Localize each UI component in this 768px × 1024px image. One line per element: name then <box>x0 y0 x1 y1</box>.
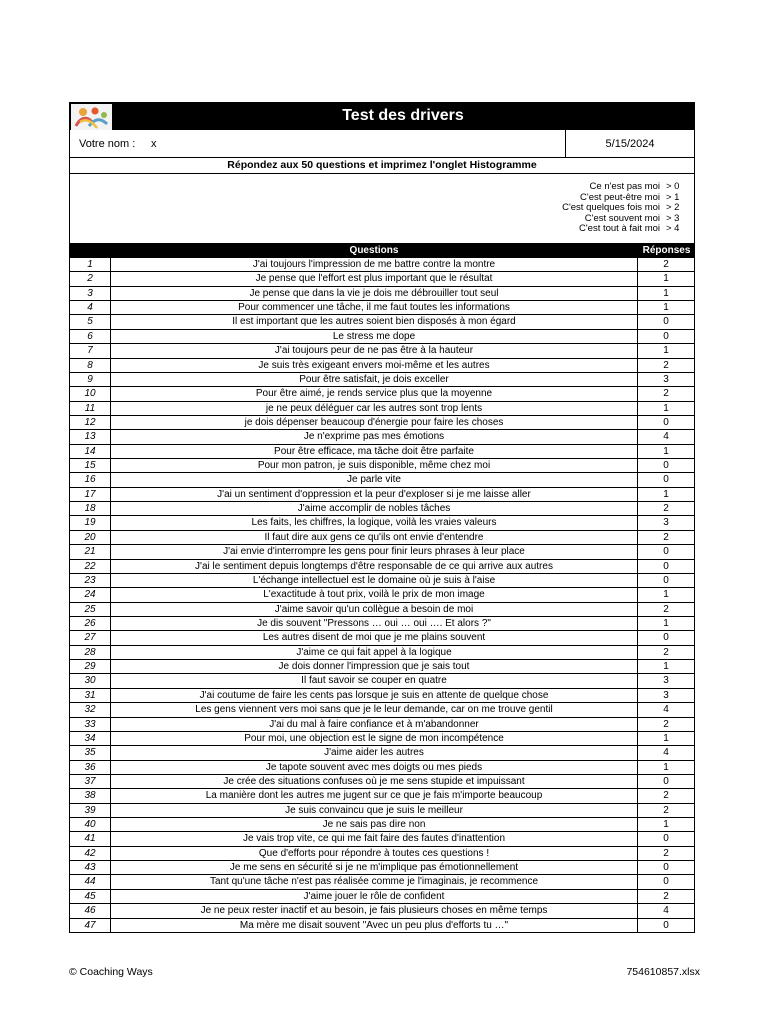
answer-cell[interactable]: 1 <box>663 273 669 285</box>
question-text: Il est important que les autres soient bien disposés à mon égard <box>111 315 638 328</box>
question-number: 42 <box>70 847 111 860</box>
question-number: 7 <box>70 344 111 357</box>
table-row <box>70 603 694 617</box>
answer-cell[interactable]: 2 <box>663 388 669 400</box>
answer-cell[interactable]: 2 <box>663 847 669 859</box>
answer-cell[interactable]: 2 <box>663 259 669 270</box>
answer-cell[interactable]: 0 <box>663 775 669 787</box>
answer-cell[interactable]: 2 <box>663 890 669 902</box>
table-row <box>70 919 694 933</box>
answer-cell[interactable]: 1 <box>663 402 669 414</box>
question-text: J'aime aider les autres <box>111 746 638 759</box>
question-number: 28 <box>70 646 111 659</box>
table-row <box>70 560 694 574</box>
table-row <box>70 890 694 904</box>
question-number: 13 <box>70 430 111 443</box>
question-text: L'échange intellectuel est le domaine où je suis à l'aise <box>111 574 638 587</box>
question-text: Je pense que l'effort est plus important que le résultat <box>111 272 638 285</box>
answer-cell[interactable]: 1 <box>663 445 669 457</box>
answer-cell[interactable]: 1 <box>663 287 669 299</box>
question-text: Je suis convaincu que je suis le meilleur <box>111 804 638 817</box>
scale-score: > 2 <box>666 202 680 214</box>
answer-cell[interactable]: 2 <box>663 804 669 816</box>
question-number: 44 <box>70 875 111 888</box>
header-number <box>69 244 110 258</box>
scale-score: > 1 <box>666 191 680 203</box>
table-row <box>70 459 694 473</box>
table-row <box>70 402 694 416</box>
question-text: Pour être satisfait, je dois exceller <box>111 373 638 386</box>
question-text: J'ai le sentiment depuis longtemps d'être responsable de ce qui arrive aux autres <box>111 560 638 573</box>
answer-cell[interactable]: 1 <box>663 302 669 314</box>
question-number: 47 <box>70 919 111 932</box>
answer-cell[interactable]: 0 <box>663 862 669 874</box>
question-number: 38 <box>70 789 111 802</box>
scale-item <box>562 182 688 193</box>
table-row <box>70 330 694 344</box>
question-text: J'ai toujours l'impression de me battre contre la montre <box>111 258 638 271</box>
header-questions: Questions <box>349 245 399 256</box>
table-row <box>70 646 694 660</box>
question-number: 25 <box>70 603 111 616</box>
question-number: 23 <box>70 574 111 587</box>
table-header <box>69 244 695 258</box>
question-text: Je dois donner l'impression que je sais tout <box>111 660 638 673</box>
question-number: 22 <box>70 560 111 573</box>
question-text: Je vais trop vite, ce qui me fait faire des fautes d'inattention <box>111 832 638 845</box>
table-row <box>70 588 694 602</box>
answer-cell[interactable]: 3 <box>663 517 669 529</box>
questions-table <box>69 258 695 933</box>
question-text: L'exactitude à tout prix, voilà le prix de mon image <box>111 588 638 601</box>
table-row <box>70 315 694 329</box>
table-row <box>70 344 694 358</box>
footer-filename: 754610857.xlsx <box>626 966 700 978</box>
scale-label: C'est peut-être moi <box>580 191 660 203</box>
answer-cell[interactable]: 0 <box>663 919 669 931</box>
answer-cell[interactable]: 4 <box>663 747 669 759</box>
question-text: Je tapote souvent avec mes doigts ou mes pieds <box>111 761 638 774</box>
scale-label: C'est quelques fois moi <box>562 202 660 214</box>
question-number: 18 <box>70 502 111 515</box>
question-number: 26 <box>70 617 111 630</box>
page-title: Test des drivers <box>342 107 464 124</box>
answer-cell[interactable]: 4 <box>663 431 669 443</box>
table-row <box>70 674 694 688</box>
question-number: 36 <box>70 761 111 774</box>
question-number: 37 <box>70 775 111 788</box>
table-row <box>70 272 694 286</box>
table-row <box>70 387 694 401</box>
question-text: J'ai coutume de faire les cents pas lorsque je suis en attente de quelque chose <box>111 689 638 702</box>
question-number: 12 <box>70 416 111 429</box>
answer-cell[interactable]: 0 <box>663 546 669 558</box>
table-row <box>70 631 694 645</box>
scale-score: > 0 <box>666 181 680 192</box>
answer-cell[interactable]: 0 <box>663 416 669 428</box>
question-number: 2 <box>70 272 111 285</box>
question-number: 1 <box>70 258 111 271</box>
question-text: Pour commencer une tâche, il me faut toutes les informations <box>111 301 638 314</box>
answer-cell[interactable]: 2 <box>663 718 669 730</box>
table-row <box>70 660 694 674</box>
question-number: 45 <box>70 890 111 903</box>
answer-cell[interactable]: 2 <box>663 531 669 543</box>
table-row <box>70 258 694 272</box>
answer-cell[interactable]: 2 <box>663 503 669 515</box>
question-number: 9 <box>70 373 111 386</box>
question-number: 30 <box>70 674 111 687</box>
question-text: J'ai un sentiment d'oppression et la peur d'exploser si je me laisse aller <box>111 488 638 501</box>
question-text: J'aime savoir qu'un collègue a besoin de moi <box>111 603 638 616</box>
question-number: 16 <box>70 473 111 486</box>
table-row <box>70 804 694 818</box>
answer-cell[interactable]: 0 <box>663 833 669 845</box>
instruction-text: Répondez aux 50 questions et imprimez l'onglet Histogramme <box>69 158 695 174</box>
answer-cell[interactable]: 0 <box>663 574 669 586</box>
scale-label: Ce n'est pas moi <box>589 181 660 192</box>
question-text: Ma mère me disait souvent "Avec un peu plus d'efforts tu …" <box>111 919 638 932</box>
question-number: 40 <box>70 818 111 831</box>
answer-cell[interactable]: 2 <box>663 646 669 658</box>
table-row <box>70 761 694 775</box>
question-number: 35 <box>70 746 111 759</box>
question-number: 39 <box>70 804 111 817</box>
question-text: La manière dont les autres me jugent sur ce que je fais m'importe beaucoup <box>111 789 638 802</box>
answer-cell[interactable]: 0 <box>663 876 669 888</box>
answer-cell[interactable]: 1 <box>663 345 669 357</box>
question-text: Je pense que dans la vie je dois me débrouiller tout seul <box>111 287 638 300</box>
table-row <box>70 502 694 516</box>
question-text: je dois dépenser beaucoup d'énergie pour faire les choses <box>111 416 638 429</box>
question-number: 4 <box>70 301 111 314</box>
answer-cell[interactable]: 4 <box>663 704 669 716</box>
question-text: Tant qu'une tâche n'est pas réalisée comme je l'imaginais, je recommence <box>111 875 638 888</box>
table-row <box>70 746 694 760</box>
table-row <box>70 732 694 746</box>
table-row <box>70 818 694 832</box>
question-number: 31 <box>70 689 111 702</box>
question-number: 8 <box>70 359 111 372</box>
question-text: Les autres disent de moi que je me plains souvent <box>111 631 638 644</box>
table-row <box>70 574 694 588</box>
question-text: Je parle vite <box>111 473 638 486</box>
answer-cell[interactable]: 3 <box>663 675 669 687</box>
question-text: J'ai du mal à faire confiance et à m'abandonner <box>111 718 638 731</box>
answer-cell[interactable]: 1 <box>663 732 669 744</box>
table-row <box>70 445 694 459</box>
answer-cell[interactable]: 3 <box>663 373 669 385</box>
table-row <box>70 904 694 918</box>
question-text: Je me sens en sécurité si je ne m'implique pas émotionnellement <box>111 861 638 874</box>
coaching-logo-icon <box>71 104 112 130</box>
question-number: 34 <box>70 732 111 745</box>
answer-cell[interactable]: 0 <box>663 474 669 486</box>
scale-label: C'est souvent moi <box>584 212 660 224</box>
test-sheet <box>69 102 695 933</box>
answer-cell[interactable]: 1 <box>663 761 669 773</box>
scale-label: C'est tout à fait moi <box>578 223 660 235</box>
title-bar <box>69 102 695 130</box>
table-row <box>70 861 694 875</box>
table-row <box>70 789 694 803</box>
header-responses: Réponses <box>642 245 691 256</box>
question-number: 46 <box>70 904 111 917</box>
name-label: Votre nom : <box>79 137 136 150</box>
date-cell[interactable]: 5/15/2024 <box>605 137 655 150</box>
table-row <box>70 617 694 631</box>
table-row <box>70 416 694 430</box>
table-row <box>70 703 694 717</box>
answer-cell[interactable]: 1 <box>663 617 669 629</box>
answer-cell[interactable]: 0 <box>663 560 669 572</box>
question-number: 10 <box>70 387 111 400</box>
question-text: Je n'exprime pas mes émotions <box>111 430 638 443</box>
question-number: 43 <box>70 861 111 874</box>
answer-cell[interactable]: 1 <box>663 589 669 601</box>
footer-copyright: © Coaching Ways <box>69 966 153 978</box>
question-text: J'aime accomplir de nobles tâches <box>111 502 638 515</box>
answer-cell[interactable]: 2 <box>663 359 669 371</box>
table-row <box>70 847 694 861</box>
question-text: Le stress me dope <box>111 330 638 343</box>
answer-cell[interactable]: 3 <box>663 689 669 701</box>
question-text: Pour mon patron, je suis disponible, même chez moi <box>111 459 638 472</box>
question-text: Je suis très exigeant envers moi-même et les autres <box>111 359 638 372</box>
question-text: Il faut dire aux gens ce qu'ils ont envie d'entendre <box>111 531 638 544</box>
question-number: 17 <box>70 488 111 501</box>
table-row <box>70 531 694 545</box>
question-number: 29 <box>70 660 111 673</box>
table-row <box>70 545 694 559</box>
question-text: je ne peux déléguer car les autres sont trop lents <box>111 402 638 415</box>
question-number: 20 <box>70 531 111 544</box>
answer-cell[interactable]: 2 <box>663 603 669 615</box>
question-text: Je dis souvent "Pressons … oui … oui …. Et alors ?" <box>111 617 638 630</box>
question-text: Pour être aimé, je rends service plus que la moyenne <box>111 387 638 400</box>
question-text: Les gens viennent vers moi sans que je le leur demande, car on me trouve gentil <box>111 703 638 716</box>
question-text: Je ne sais pas dire non <box>111 818 638 831</box>
table-row <box>70 473 694 487</box>
answer-cell[interactable]: 4 <box>663 905 669 917</box>
answer-cell[interactable]: 0 <box>663 632 669 644</box>
question-number: 27 <box>70 631 111 644</box>
table-row <box>70 488 694 502</box>
question-text: Pour moi, une objection est le signe de mon incompétence <box>111 732 638 745</box>
table-row <box>70 689 694 703</box>
question-text: Que d'efforts pour répondre à toutes ces questions ! <box>111 847 638 860</box>
answer-cell[interactable]: 0 <box>663 330 669 342</box>
question-number: 11 <box>70 402 111 415</box>
scale-score: > 3 <box>666 212 680 224</box>
table-row <box>70 832 694 846</box>
scale-score: > 4 <box>666 223 680 235</box>
question-text: J'ai envie d'interrompre les gens pour finir leurs phrases à leur place <box>111 545 638 558</box>
question-number: 5 <box>70 315 111 328</box>
answer-cell[interactable]: 0 <box>663 316 669 328</box>
question-text: J'ai toujours peur de ne pas être à la hauteur <box>111 344 638 357</box>
name-cell[interactable] <box>70 130 566 157</box>
table-row <box>70 287 694 301</box>
table-row <box>70 373 694 387</box>
answer-cell[interactable]: 1 <box>663 661 669 673</box>
table-row <box>70 516 694 530</box>
question-number: 21 <box>70 545 111 558</box>
question-number: 24 <box>70 588 111 601</box>
question-number: 32 <box>70 703 111 716</box>
question-text: Pour être efficace, ma tâche doit être parfaite <box>111 445 638 458</box>
answer-cell[interactable]: 2 <box>663 790 669 802</box>
question-number: 33 <box>70 718 111 731</box>
name-value[interactable]: x <box>151 137 157 150</box>
question-number: 19 <box>70 516 111 529</box>
question-number: 6 <box>70 330 111 343</box>
question-text: Les faits, les chiffres, la logique, voilà les vraies valeurs <box>111 516 638 529</box>
answer-cell[interactable]: 0 <box>663 460 669 472</box>
table-row <box>70 875 694 889</box>
scale-legend <box>69 174 695 244</box>
question-text: J'aime ce qui fait appel à la logique <box>111 646 638 659</box>
table-row <box>70 718 694 732</box>
table-row <box>70 775 694 789</box>
question-number: 3 <box>70 287 111 300</box>
question-text: Je crée des situations confuses où je me sens stupide et impuissant <box>111 775 638 788</box>
table-row <box>70 359 694 373</box>
question-text: Il faut savoir se couper en quatre <box>111 674 638 687</box>
name-date-row <box>69 130 695 158</box>
question-number: 14 <box>70 445 111 458</box>
question-text: J'aime jouer le rôle de confident <box>111 890 638 903</box>
scale-item <box>562 224 688 235</box>
question-number: 15 <box>70 459 111 472</box>
question-number: 41 <box>70 832 111 845</box>
answer-cell[interactable]: 1 <box>663 819 669 831</box>
question-text: Je ne peux rester inactif et au besoin, je fais plusieurs choses en même temps <box>111 904 638 917</box>
answer-cell[interactable]: 1 <box>663 488 669 500</box>
table-row <box>70 301 694 315</box>
table-row <box>70 430 694 444</box>
